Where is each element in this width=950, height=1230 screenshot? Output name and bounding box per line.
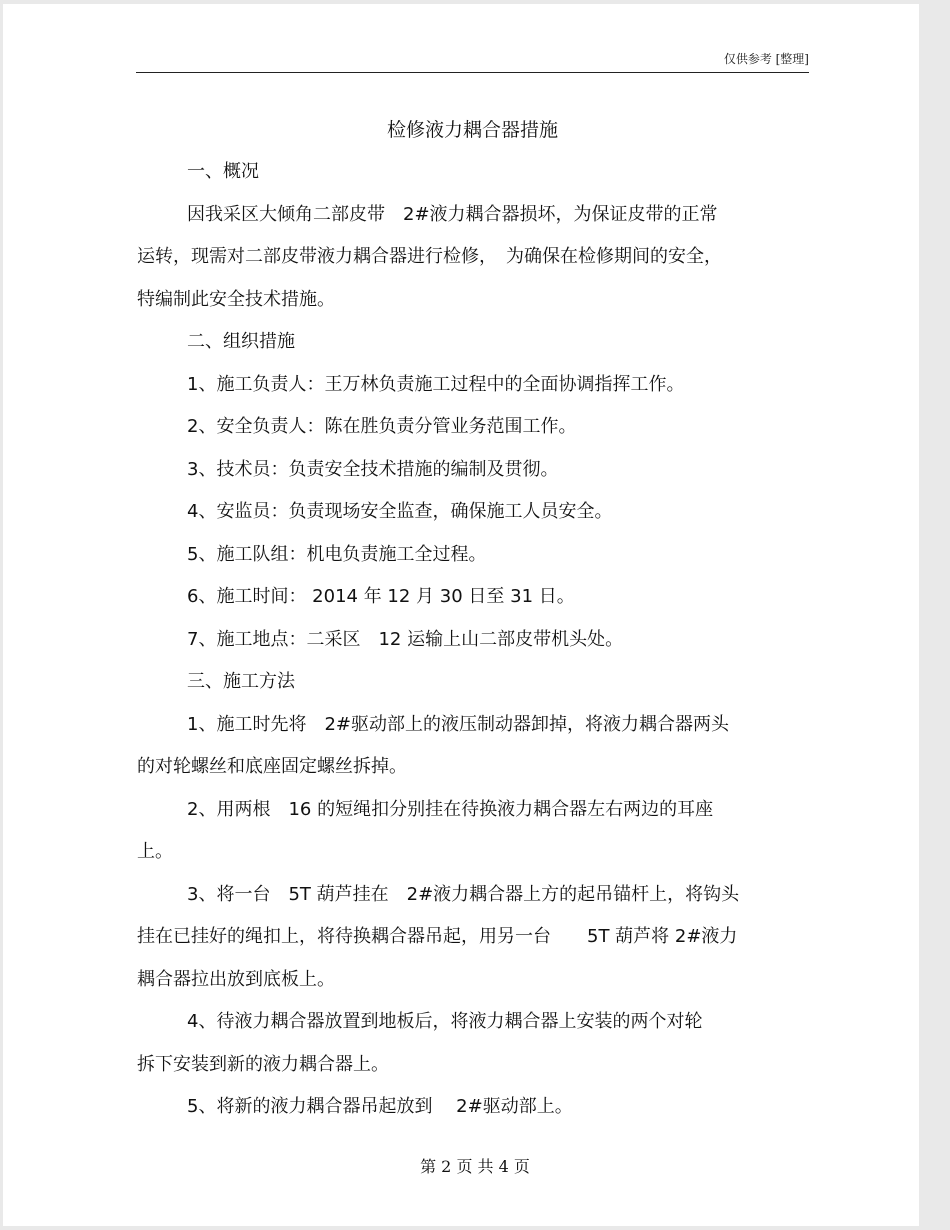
method-step-5: 5、将新的液力耦合器吊起放到 2#驱动部上。 bbox=[187, 1096, 573, 1117]
method-step-2-line-1: 2、用两根 16 的短绳扣分别挂在待换液力耦合器左右两边的耳座 bbox=[187, 799, 714, 820]
method-step-1-line-2: 的对轮螺丝和底座固定螺丝拆掉。 bbox=[137, 756, 407, 777]
document-title: 检修液力耦合器措施 bbox=[386, 119, 558, 141]
method-step-3-line-3: 耦合器拉出放到底板上。 bbox=[137, 969, 335, 990]
method-step-4-line-1: 4、待液力耦合器放置到地板后，将液力耦合器上安装的两个对轮 bbox=[187, 1011, 703, 1032]
page-header: 仅供参考 [整理] bbox=[723, 52, 809, 66]
method-step-3-line-1: 3、将一台 5T 葫芦挂在 2#液力耦合器上方的起吊锚杆上，将钩头 bbox=[187, 884, 740, 905]
method-step-4-line-2: 拆下安装到新的液力耦合器上。 bbox=[137, 1054, 389, 1075]
document-page bbox=[3, 4, 919, 1226]
section-heading-organization: 二、组织措施 bbox=[187, 331, 295, 352]
org-item-6: 6、施工时间： 2014 年 12 月 30 日至 31 日。 bbox=[187, 586, 575, 607]
org-item-4: 4、安监员：负责现场安全监查，确保施工人员安全。 bbox=[187, 501, 613, 522]
org-item-2: 2、安全负责人：陈在胜负责分管业务范围工作。 bbox=[187, 416, 577, 437]
org-item-3: 3、技术员：负责安全技术措施的编制及贯彻。 bbox=[187, 459, 559, 480]
overview-line-3: 特编制此安全技术措施。 bbox=[137, 289, 335, 310]
method-step-3-line-2: 挂在已挂好的绳扣上，将待换耦合器吊起，用另一台 5T 葫芦将 2#液力 bbox=[137, 926, 738, 947]
org-item-7: 7、施工地点：二采区 12 运输上山二部皮带机头处。 bbox=[187, 629, 624, 650]
page-footer: 第 2 页 共 4 页 bbox=[420, 1157, 530, 1176]
org-item-5: 5、施工队组：机电负责施工全过程。 bbox=[187, 544, 487, 565]
section-heading-method: 三、施工方法 bbox=[187, 671, 295, 692]
org-item-1: 1、施工负责人：王万林负责施工过程中的全面协调指挥工作。 bbox=[187, 374, 685, 395]
overview-line-2: 运转，现需对二部皮带液力耦合器进行检修， 为确保在检修期间的安全， bbox=[137, 246, 722, 267]
overview-line-1: 因我采区大倾角二部皮带 2#液力耦合器损坏，为保证皮带的正常 bbox=[187, 204, 718, 225]
section-heading-overview: 一、概况 bbox=[187, 161, 259, 182]
header-divider bbox=[136, 72, 809, 73]
method-step-2-line-2: 上。 bbox=[137, 841, 173, 862]
method-step-1-line-1: 1、施工时先将 2#驱动部上的液压制动器卸掉，将液力耦合器两头 bbox=[187, 714, 729, 735]
